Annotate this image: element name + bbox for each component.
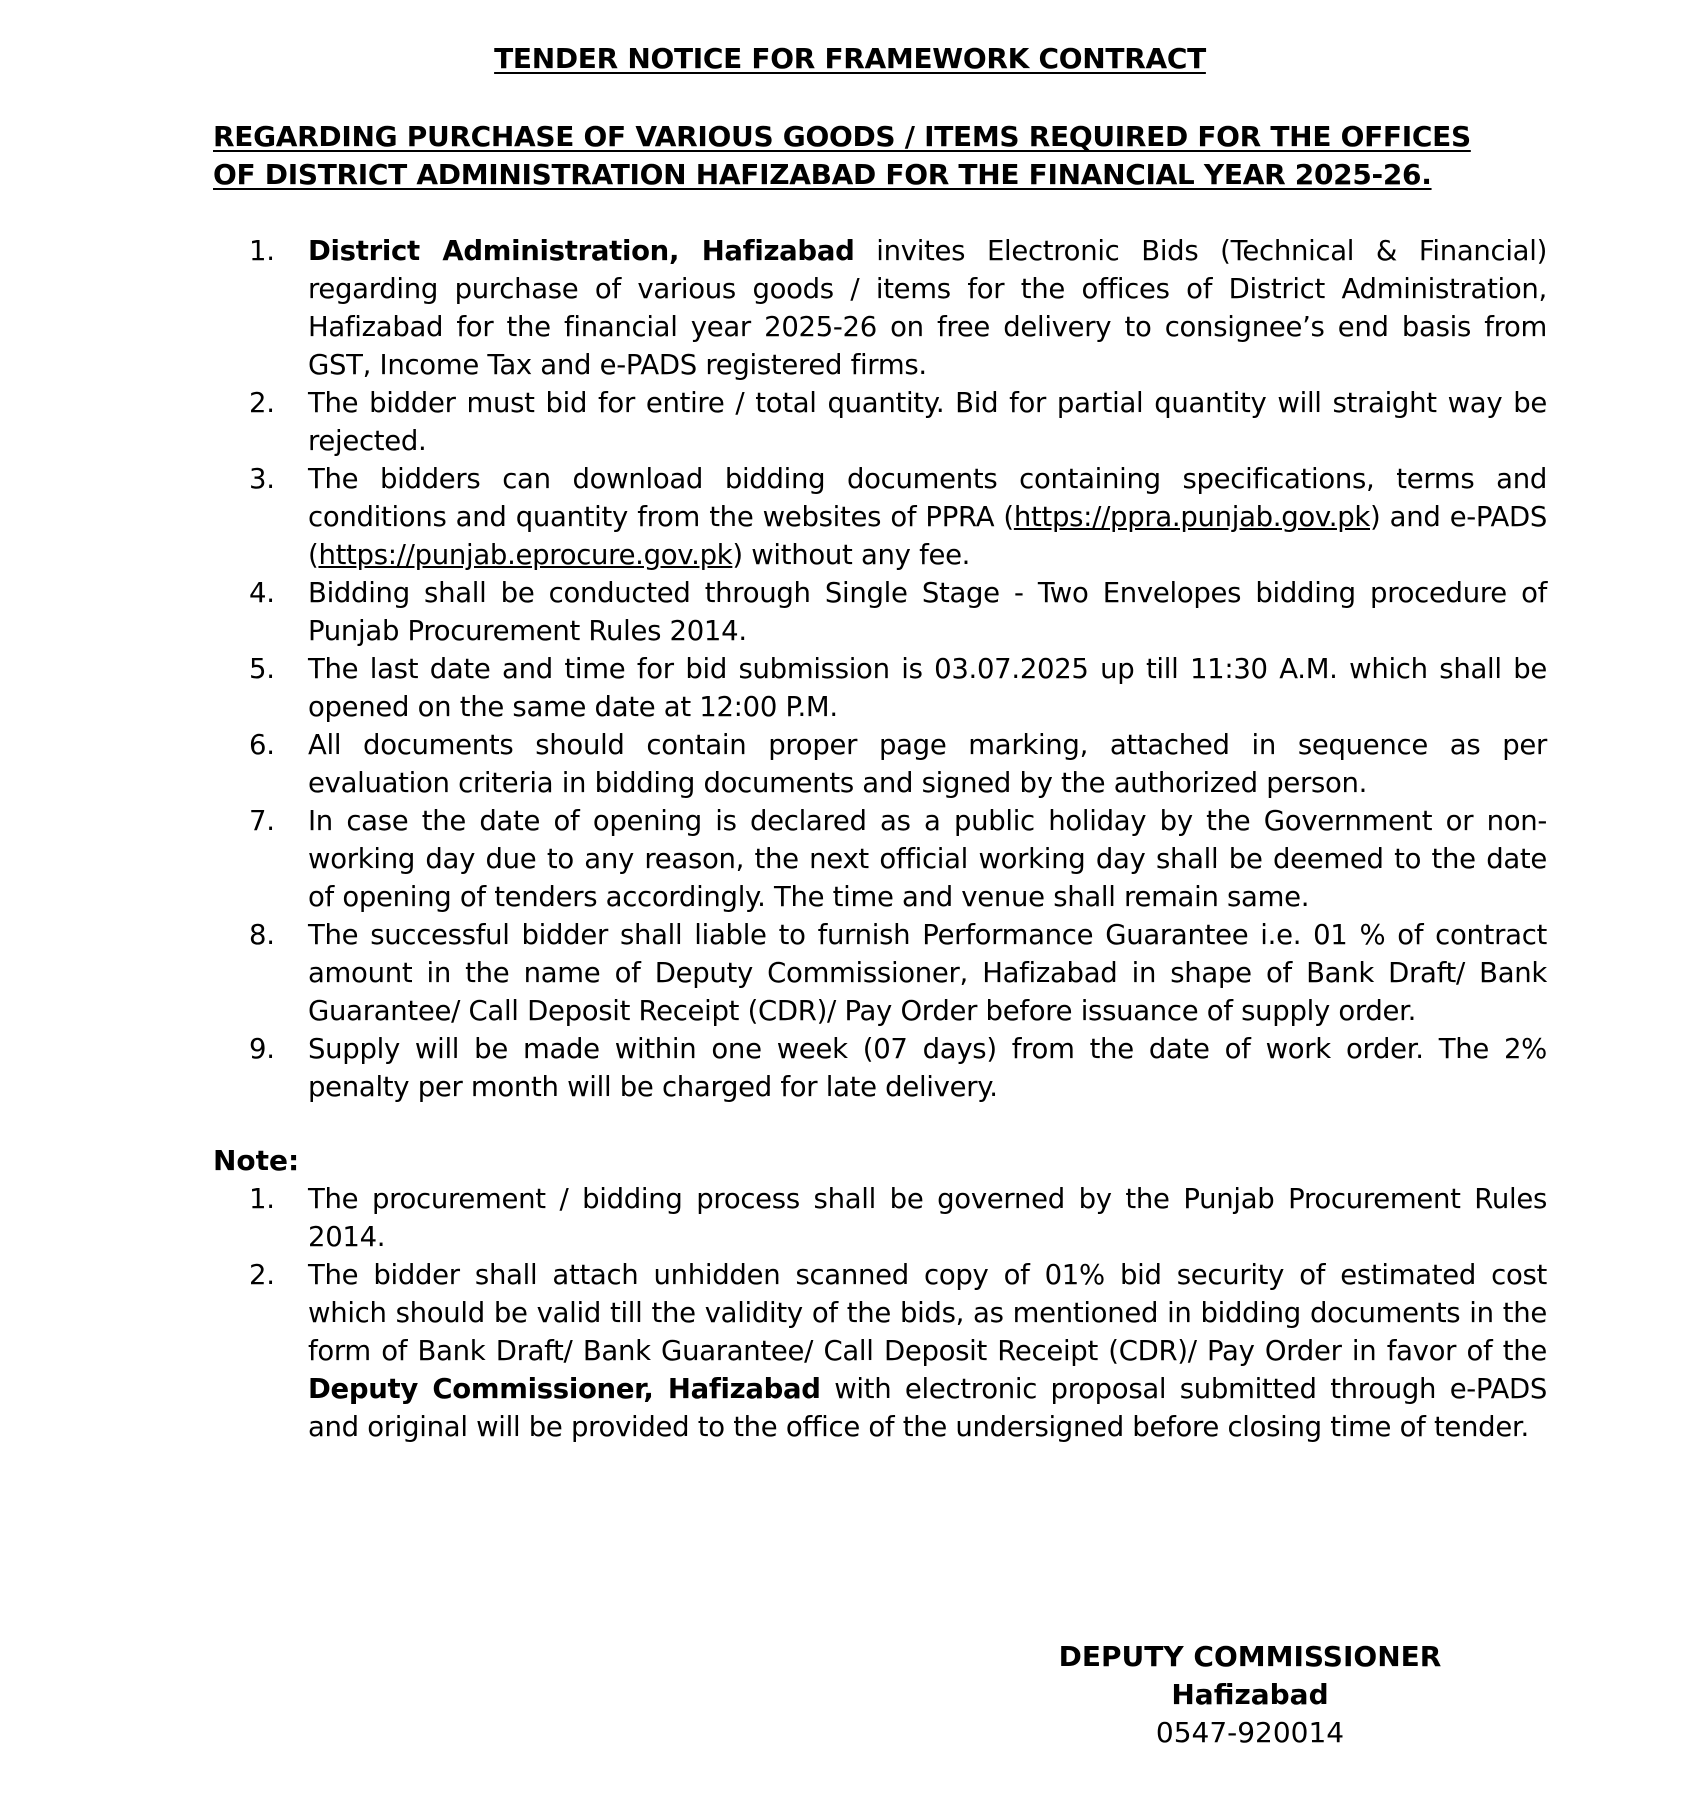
note-text: with electronic proposal submitted through e-PADS and original will be provided to the office of the undersigned before closing time of tender. <box>308 1373 1548 1443</box>
epads-website-link[interactable]: https://punjab.eprocure.gov.pk <box>318 539 733 571</box>
subtitle-line-1: REGARDING PURCHASE OF VARIOUS GOODS / ITEMS REQUIRED FOR THE OFFICES <box>213 120 1471 153</box>
item-number: 8. <box>249 919 275 951</box>
list-item <box>0 726 1547 802</box>
note-number: 2. <box>249 1259 275 1291</box>
list-item <box>0 802 1547 916</box>
note-number: 1. <box>249 1183 275 1215</box>
item-text: The successful bidder shall liable to furnish Performance Guarantee i.e. 01 % of contract amount in the name of Deputy Commissioner, Hafizabad in shape of Bank Draft/ Bank Guarantee/ Call Deposit Receipt (CDR)/ Pay Order before issuance of supply order. <box>308 919 1547 1027</box>
list-item <box>0 916 1547 1030</box>
item-number: 3. <box>249 463 275 495</box>
item-text: The last date and time for bid submission is 03.07.2025 up till 11:30 A.M. which shall be opened on the same date at 12:00 P.M. <box>308 653 1547 723</box>
item-text: Bidding shall be conducted through Single Stage - Two Envelopes bidding procedure of Punjab Procurement Rules 2014. <box>308 577 1547 647</box>
list-item <box>0 460 1547 574</box>
notice-subtitle <box>213 118 1543 194</box>
list-item <box>0 650 1547 726</box>
item-text: Supply will be made within one week (07 days) from the date of work order. The 2% penalty per month will be charged for late delivery. <box>308 1033 1547 1103</box>
item-text: In case the date of opening is declared as a public holiday by the Government or non-working day due to any reason, the next official working day shall be deemed to the date of opening of tenders accordingly. The time and venue shall remain same. <box>308 805 1547 913</box>
notes-list <box>0 1180 1700 1446</box>
notice-title: TENDER NOTICE FOR FRAMEWORK CONTRACT <box>494 42 1206 75</box>
item-number: 6. <box>249 729 275 761</box>
item-text: All documents should contain proper page marking, attached in sequence as per evaluation criteria in bidding documents and signed by the authorized person. <box>308 729 1547 799</box>
signatory-phone: 0547-920014 <box>1155 1716 1345 1749</box>
item-number: 5. <box>249 653 275 685</box>
list-item <box>0 384 1547 460</box>
item-number: 4. <box>249 577 275 609</box>
signature-block <box>1040 1638 1460 1752</box>
item-bold-text: District Administration, Hafizabad <box>308 235 855 267</box>
item-number: 9. <box>249 1033 275 1065</box>
item-number: 2. <box>249 387 275 419</box>
signatory-city: Hafizabad <box>1171 1678 1329 1711</box>
item-text: The bidder must bid for entire / total quantity. Bid for partial quantity will straight way be rejected. <box>308 387 1547 457</box>
conditions-list <box>0 232 1700 1106</box>
item-number: 1. <box>249 235 275 267</box>
item-text: The bidders can download bidding documents containing specifications, terms and conditions and quantity from the websites of PPRA ( <box>308 463 1547 533</box>
item-text: ) without any fee. <box>732 539 971 571</box>
ppra-website-link[interactable]: https://ppra.punjab.gov.pk <box>1013 501 1370 533</box>
list-item <box>0 1030 1547 1106</box>
note-text: The bidder shall attach unhidden scanned copy of 01% bid security of estimated cost which should be valid till the validity of the bids, as mentioned in bidding documents in the form of Bank Draft/ Bank Guarantee/ Call Deposit Receipt (CDR)/ Pay Order in favor of the <box>308 1259 1547 1367</box>
item-number: 7. <box>249 805 275 837</box>
note-text: The procurement / bidding process shall be governed by the Punjab Procurement Rules 2014. <box>308 1183 1547 1253</box>
subtitle-line-2: OF DISTRICT ADMINISTRATION HAFIZABAD FOR THE FINANCIAL YEAR 2025-26. <box>213 158 1432 191</box>
note-bold-text: Deputy Commissioner, Hafizabad <box>308 1373 821 1405</box>
list-item <box>0 574 1547 650</box>
item-text: invites Electronic Bids (Technical & Financial) regarding purchase of various goods / items for the offices of District Administration, Hafizabad for the financial year 2025-26 on free delivery to consignee’s end basis from GST, Income Tax and e-PADS registered firms. <box>308 235 1547 381</box>
note-heading: Note: <box>213 1144 300 1177</box>
item-text: ) and e-PADS ( <box>308 501 1547 571</box>
list-item <box>0 232 1547 384</box>
list-item <box>0 1256 1547 1446</box>
list-item <box>0 1180 1547 1256</box>
signatory-title: DEPUTY COMMISSIONER <box>1058 1640 1442 1673</box>
